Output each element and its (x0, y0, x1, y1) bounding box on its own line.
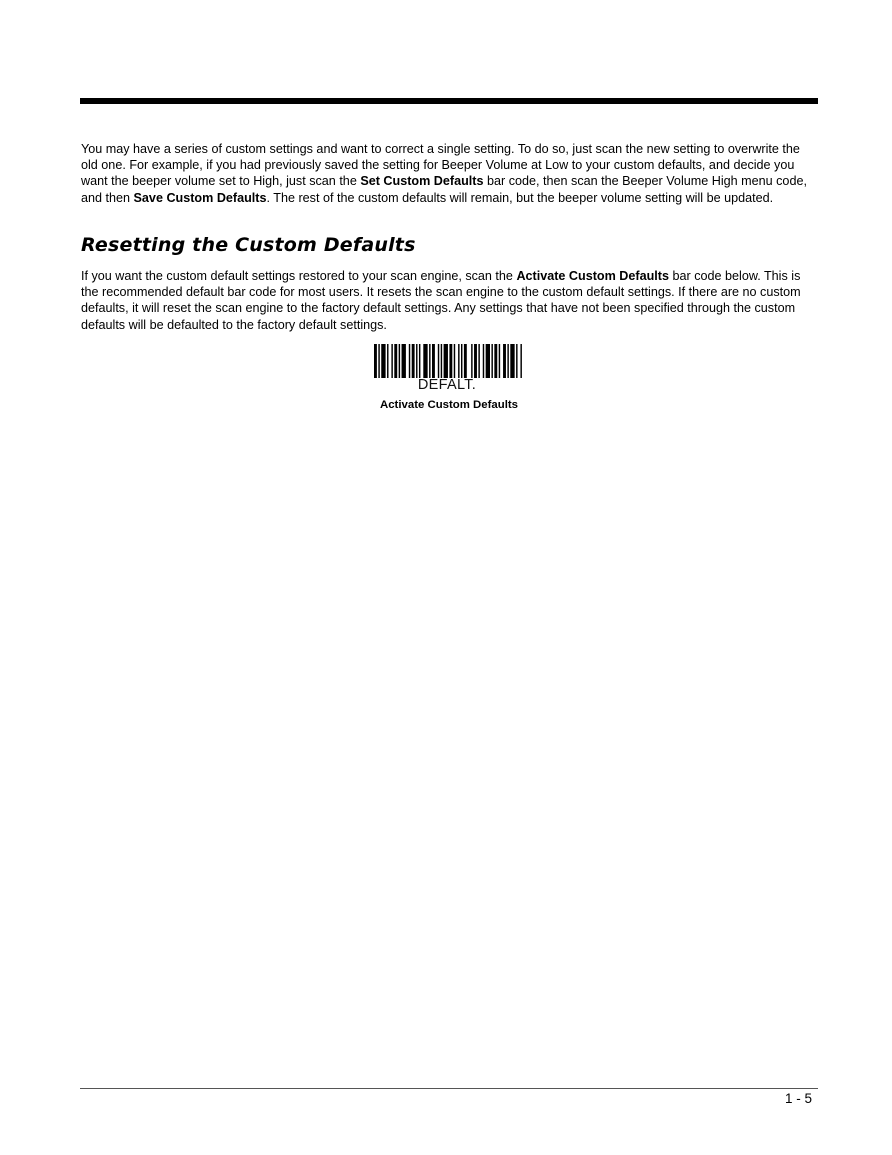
barcode-bar (503, 344, 506, 378)
barcode-bar (486, 344, 490, 378)
barcode-block (360, 340, 540, 420)
barcode-bar (419, 344, 420, 378)
barcode-bar (429, 344, 430, 378)
barcode-bar (409, 344, 410, 378)
barcode-bar (412, 344, 415, 378)
barcode-caption: Activate Custom Defaults (380, 399, 518, 411)
barcode-bar (399, 344, 400, 378)
barcode-bar (510, 344, 514, 378)
section-heading: Resetting the Custom Defaults (81, 234, 416, 256)
barcode-bar (394, 344, 397, 378)
section-paragraph (81, 268, 816, 333)
intro-text-2: bar code, then scan the Beeper Volume High menu code, and then (81, 174, 807, 205)
intro-bold-set-custom-defaults: Set Custom Defaults (360, 174, 484, 189)
section-text-1: If you want the custom default settings restored to your scan engine, scan the (81, 269, 517, 283)
barcode-bar (381, 344, 385, 378)
intro-text-1: You may have a series of custom settings and want to correct a single setting. To do so, just scan the new setting to overwrite the old one. For example, if you had previously saved the setting for Beeper Volume at Low to your custom defaults, and decide you want the beeper volume set to High, just scan the (81, 142, 800, 189)
barcode-bar (464, 344, 467, 378)
barcode-bar (478, 344, 479, 378)
barcode-bar (423, 344, 427, 378)
barcode-bar (432, 344, 435, 378)
barcode-bar (374, 344, 377, 378)
intro-bold-save-custom-defaults: Save Custom Defaults (133, 190, 267, 205)
barcode-bar (507, 344, 508, 378)
section-bold-activate-custom-defaults: Activate Custom Defaults (516, 269, 669, 283)
section-text-2: bar code below. This is the recommended default bar code for most users. It resets the scan engine to the custom default settings. If there are no custom defaults, it will reset the scan engine to the factory default settings. Any settings that have not been specified through the custom defaults will be defaulted to the factory default settings. (81, 269, 801, 332)
barcode-bar (491, 344, 492, 378)
bottom-rule (80, 1088, 818, 1089)
top-rule (80, 98, 818, 104)
barcode-bar (378, 344, 379, 378)
intro-paragraph (81, 141, 816, 206)
barcode-bar (402, 344, 406, 378)
barcode-bar (441, 344, 442, 378)
barcode-bar (454, 344, 455, 378)
barcode-image (374, 344, 522, 378)
barcode-bar (520, 344, 521, 378)
barcode-bar (474, 344, 477, 378)
barcode-bar (387, 344, 388, 378)
page-number: 1 - 5 (784, 1091, 812, 1106)
barcode-bar (444, 344, 448, 378)
barcode-bar (516, 344, 517, 378)
barcode-bar (471, 344, 472, 378)
barcode-bar (499, 344, 500, 378)
barcode-bar (391, 344, 392, 378)
barcode-bar (449, 344, 452, 378)
barcode-bar (494, 344, 497, 378)
barcode-bar (416, 344, 417, 378)
intro-text-3: . The rest of the custom defaults will remain, but the beeper volume setting will be updated. (266, 190, 774, 205)
barcode-bar (483, 344, 484, 378)
barcode-bar (458, 344, 459, 378)
barcode-bar (461, 344, 462, 378)
barcode-human-readable-text: DEFALT. (417, 377, 477, 393)
barcode-bar (438, 344, 439, 378)
